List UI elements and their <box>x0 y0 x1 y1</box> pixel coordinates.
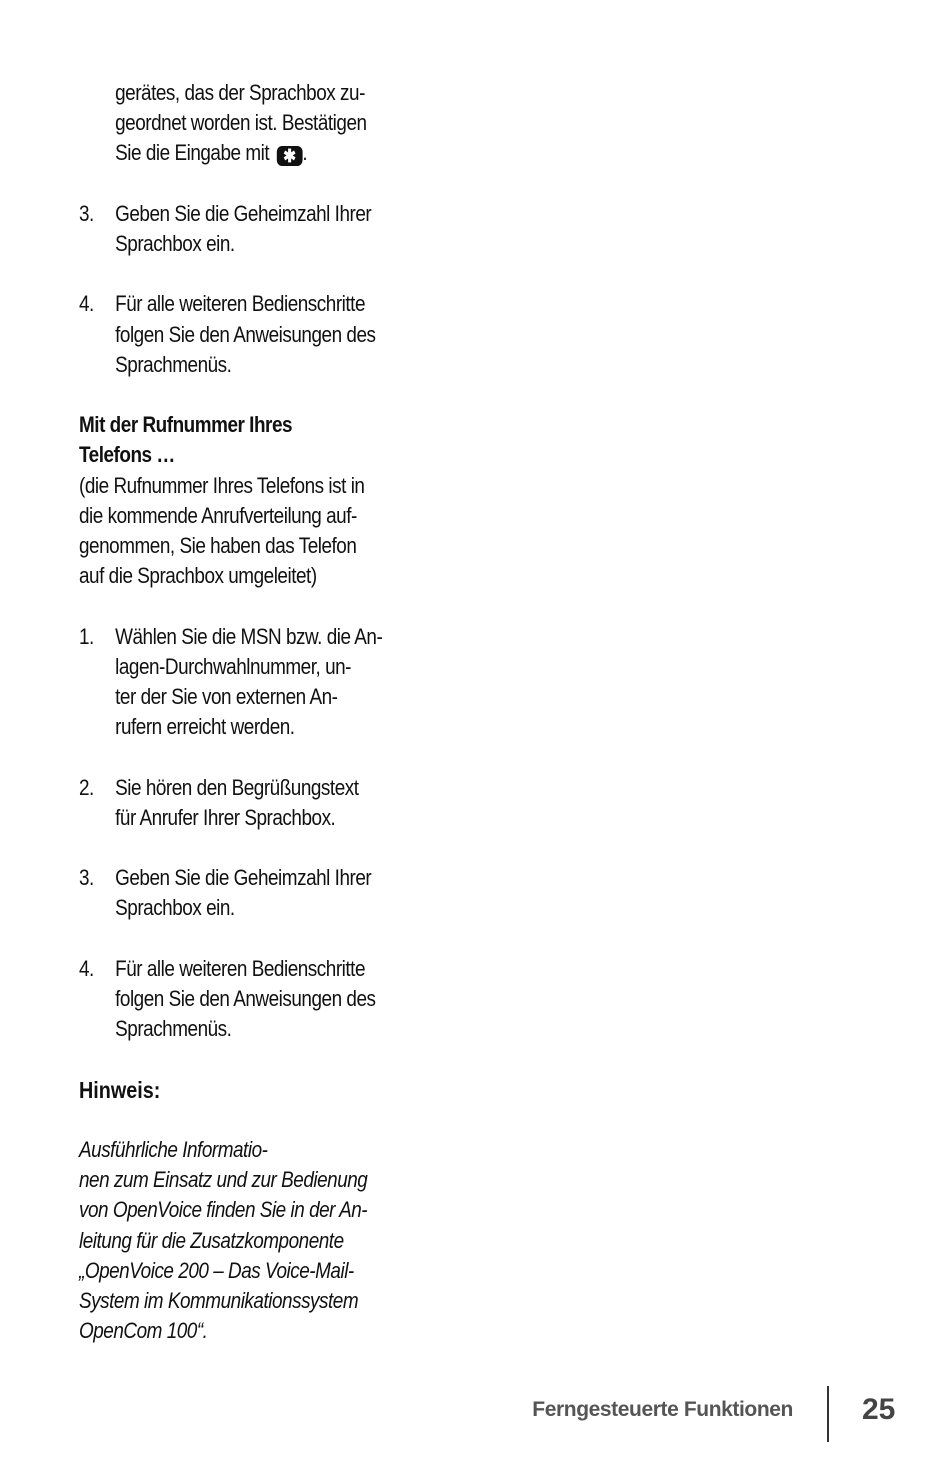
text-line <box>115 138 409 168</box>
text-line: folgen Sie den Anweisungen des <box>115 321 376 347</box>
hint-text-line: leitung für die Zusatzkomponente <box>79 1227 344 1253</box>
text-line-part: Sie die Eingabe mit <box>115 140 270 166</box>
hint-text-line: nen zum Einsatz und zur Bedienung <box>79 1167 368 1193</box>
text-line: geordnet worden ist. Bestätigen <box>115 110 367 136</box>
list-item <box>79 622 409 743</box>
footer-section-title: Ferngesteuerte Funktionen <box>532 1398 793 1421</box>
text-line: Für alle weiteren Bedienschritte <box>115 291 366 317</box>
list-text <box>115 863 409 923</box>
hint-note <box>79 1075 409 1347</box>
text-line: ter der Sie von externen An- <box>115 684 338 709</box>
text-line: lagen-Durchwahlnummer, un- <box>115 653 352 679</box>
text-line: Sprachbox ein. <box>115 231 235 256</box>
hint-text: Ausführliche Informatio- <box>79 1136 268 1162</box>
page-number: 25 <box>862 1393 896 1426</box>
list-number: 2. <box>79 774 94 800</box>
text-line: die kommende Anrufverteilung auf- <box>79 502 357 528</box>
text-line: Sie hören den Begrüßungstext <box>115 774 359 800</box>
list-number: 1. <box>79 623 94 649</box>
star-key-icon: ✱ <box>277 146 303 166</box>
hint-text-line: System im Kommunikationssystem <box>79 1288 359 1313</box>
hint-label: Hinweis: <box>79 1076 161 1103</box>
list-number: 3. <box>79 865 94 891</box>
list-text <box>115 622 409 743</box>
text-line: Sprachmenüs. <box>115 1016 232 1042</box>
hint-text-line: „OpenVoice 200 – Das Voice-Mail- <box>79 1257 354 1283</box>
list-item <box>79 954 409 1045</box>
text-line: rufern erreicht werden. <box>115 714 295 740</box>
text-line: auf die Sprachbox umgeleitet) <box>79 563 317 589</box>
hint-text-line: OpenCom 100“. <box>79 1318 208 1344</box>
text-line: Wählen Sie die MSN bzw. die An- <box>115 623 383 649</box>
list-item <box>79 773 409 833</box>
hint-first-line <box>79 1075 409 1166</box>
list-text <box>115 199 409 259</box>
footer-divider <box>827 1386 829 1442</box>
text-line: Für alle weiteren Bedienschritte <box>115 955 366 981</box>
list-item <box>79 863 409 923</box>
continuation-paragraph <box>79 78 409 169</box>
heading-line: Telefons … <box>79 442 175 468</box>
text-column <box>79 78 409 1346</box>
list-item <box>79 289 409 380</box>
hint-text-line: von OpenVoice finden Sie in der An- <box>79 1197 368 1223</box>
text-line: Geben Sie die Geheimzahl Ihrer <box>115 865 372 891</box>
text-line: Sprachmenüs. <box>115 351 232 377</box>
heading-line: Mit der Rufnummer Ihres <box>79 412 293 438</box>
list-number: 4. <box>79 291 94 317</box>
text-line: folgen Sie den Anweisungen des <box>115 985 376 1011</box>
text-line: Geben Sie die Geheimzahl Ihrer <box>115 200 372 226</box>
list-item <box>79 199 409 259</box>
text-line: genommen, Sie haben das Telefon <box>79 533 357 558</box>
text-line: gerätes, das der Sprachbox zu- <box>115 80 365 105</box>
list-text <box>115 954 409 1045</box>
list-text <box>115 289 409 380</box>
list-text <box>115 773 409 833</box>
text-line: für Anrufer Ihrer Sprachbox. <box>115 804 336 830</box>
text-line: (die Rufnummer Ihres Telefons ist in <box>79 472 365 498</box>
section-heading <box>79 410 409 470</box>
text-line: Sprachbox ein. <box>115 895 235 921</box>
list-number: 3. <box>79 200 94 226</box>
list-number: 4. <box>79 955 94 981</box>
section-intro <box>79 471 409 592</box>
line-end: . <box>302 140 308 166</box>
